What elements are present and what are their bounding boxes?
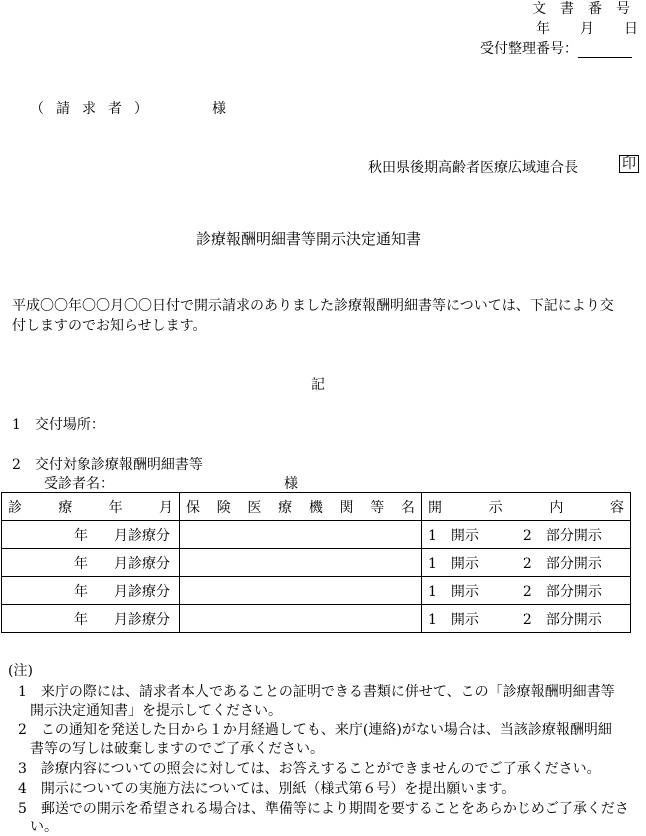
disclose-option: 1 開示	[428, 527, 479, 544]
page-title: 診療報酬明細書等開示決定通知書	[196, 230, 422, 248]
header-institution-text: 保 険 医 療 機 関 等 名	[186, 499, 415, 516]
cell-institution	[180, 577, 422, 605]
cell-institution	[180, 521, 422, 549]
cell-institution	[180, 605, 422, 633]
table-row	[2, 577, 631, 605]
cell-disclosure	[422, 605, 631, 633]
note-5-line-2: い。	[30, 819, 58, 835]
partial-disclose-option: 2 部分開示	[522, 527, 602, 544]
cell-month-text: 月診療分	[114, 583, 170, 600]
cell-month-text: 月診療分	[114, 611, 170, 628]
note-2-line-2: 書等の写しは破棄しますのでご了承ください。	[30, 741, 324, 757]
addressee-role: （請求者）	[30, 101, 160, 117]
cell-disclosure	[422, 549, 631, 577]
header-cell-month	[2, 493, 180, 521]
note-1-line-1: 1 来庁の際には、請求者本人であることの証明できる書類に併せて、この「診療報酬明細書等	[18, 684, 615, 700]
disclose-option: 1 開示	[428, 583, 479, 600]
header-disclosure-text: 開 示 内 容	[428, 499, 624, 516]
cell-month-text: 月診療分	[114, 527, 170, 544]
item-delivery-place: 1 交付場所：	[12, 417, 105, 433]
receipt-number	[480, 38, 632, 58]
note-2-line-1: 2 この通知を発送した日から１か月経過しても、来庁(連絡)がない場合は、当該診療報酬明細	[18, 722, 612, 738]
note-5-line-1: 5 郵送での開示を希望される場合は、準備等により期間を要することをあらかじめご了承くださ	[18, 801, 629, 817]
notes-heading: (注)	[8, 663, 33, 679]
table-row	[2, 521, 631, 549]
cell-year-text: 年	[74, 555, 88, 572]
document-number-text: 文 書 番 号	[532, 1, 644, 17]
patient-name-label: 受診者名：	[44, 476, 114, 492]
ki-mark: 記	[311, 377, 325, 393]
cell-institution	[180, 549, 422, 577]
header-month-text: 診 療 年 月	[8, 499, 173, 516]
sender-name: 秋田県後期高齢者医療広域連合長	[368, 160, 578, 176]
disclose-option: 1 開示	[428, 611, 479, 628]
cell-month	[2, 577, 180, 605]
receipt-number-label: 受付整理番号：	[480, 41, 578, 57]
partial-disclose-option: 2 部分開示	[522, 583, 602, 600]
body-line-1: 平成〇〇年〇〇月〇〇日付で開示請求のありました診療報酬明細書等については、下記により交	[12, 298, 614, 314]
table-header-row	[2, 493, 631, 521]
partial-disclose-option: 2 部分開示	[522, 611, 602, 628]
cell-month-text: 月診療分	[114, 555, 170, 572]
seal-mark	[619, 155, 639, 173]
note-1-line-2: 開示決定通知書」を提示してください。	[30, 703, 282, 719]
seal-text: 印	[619, 155, 639, 173]
addressee-honorific: 様	[212, 101, 226, 117]
cell-year-text: 年	[74, 611, 88, 628]
cell-month	[2, 521, 180, 549]
issue-date: 年 月 日	[536, 21, 646, 37]
note-4: 4 開示についての実施方法については、別紙（様式第６号）を提出願います。	[18, 781, 516, 797]
cell-month	[2, 549, 180, 577]
cell-disclosure	[422, 577, 631, 605]
cell-year-text: 年	[74, 583, 88, 600]
disclose-option: 1 開示	[428, 555, 479, 572]
header-cell-disclosure	[422, 493, 631, 521]
receipt-number-blank	[578, 43, 632, 58]
table-row	[2, 549, 631, 577]
partial-disclose-option: 2 部分開示	[522, 555, 602, 572]
cell-disclosure	[422, 521, 631, 549]
body-line-2: 付しますのでお知らせします。	[12, 318, 207, 334]
item-target-documents: 2 交付対象診療報酬明細書等	[12, 457, 203, 473]
patient-honorific: 様	[284, 476, 298, 492]
cell-year-text: 年	[74, 527, 88, 544]
table-row	[2, 605, 631, 633]
document-number	[532, 0, 644, 18]
cell-month	[2, 605, 180, 633]
header-cell-institution	[180, 493, 422, 521]
document-table	[1, 492, 631, 633]
note-3: 3 診療内容についての照会に対しては、お答えすることができませんのでご了承ください。	[18, 761, 601, 777]
